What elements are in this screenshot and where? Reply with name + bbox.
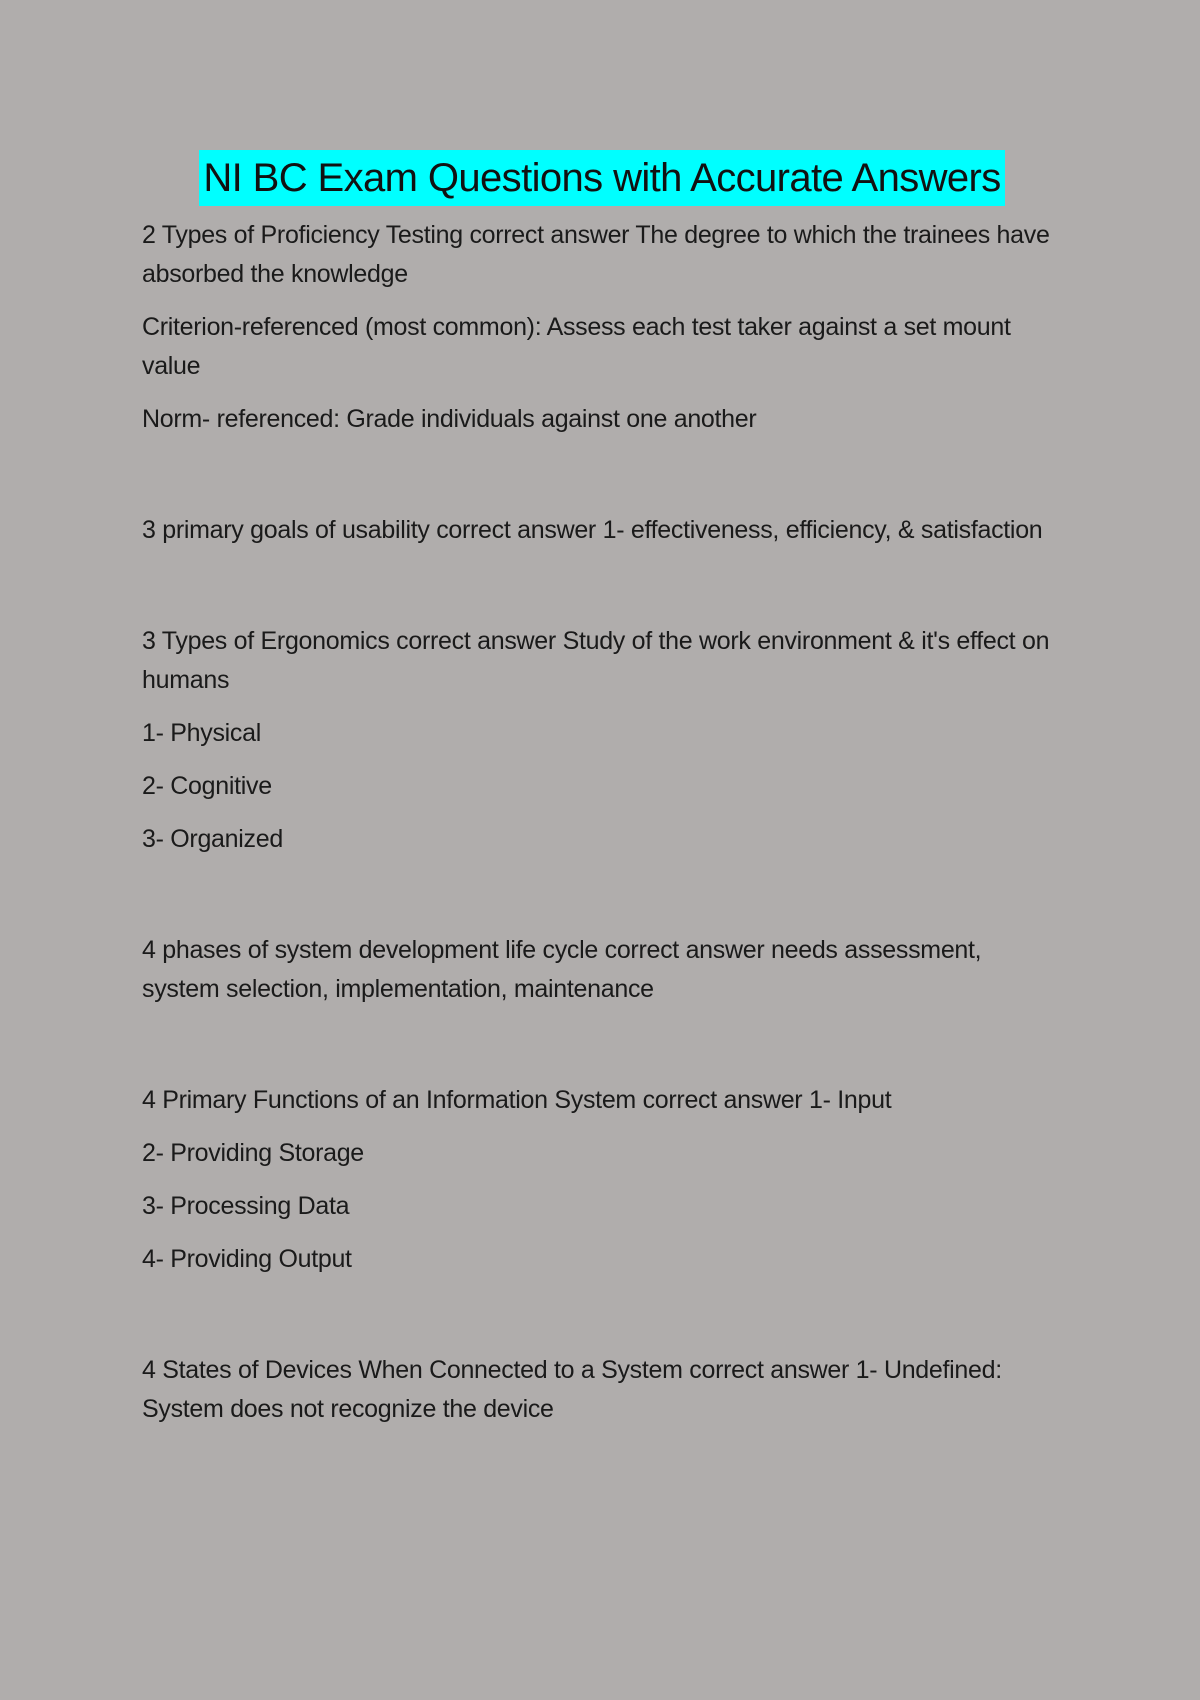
paragraph: 3 Types of Ergonomics correct answer Study of the work environment & it's effect on humans [142,627,1050,694]
paragraph: Norm- referenced: Grade individuals against one another [142,405,757,433]
paragraph: 1- Physical [142,719,261,747]
section-spacer [142,564,1062,622]
section-spacer [142,873,1062,931]
qa-section-information-system-functions [142,1081,1062,1279]
section-spacer [142,1293,1062,1351]
section-spacer [142,1023,1062,1081]
qa-section-proficiency-testing [142,216,1062,439]
paragraph: 4 phases of system development life cycle correct answer needs assessment, system selection, implementation, maintenance [142,936,982,1003]
paragraph: 3- Organized [142,825,283,853]
qa-section-usability-goals [142,511,1062,550]
qa-section-device-states [142,1351,1062,1429]
document-title: NI BC Exam Questions with Accurate Answers [199,150,1004,206]
document-page [142,150,1062,1443]
paragraph: 4 Primary Functions of an Information System correct answer 1- Input [142,1086,892,1114]
paragraph: 3- Processing Data [142,1192,350,1220]
paragraph: 2 Types of Proficiency Testing correct answer The degree to which the trainees have absorbed the knowledge [142,221,1050,288]
qa-section-ergonomics [142,622,1062,859]
paragraph: 2- Cognitive [142,772,272,800]
qa-section-sdlc-phases [142,931,1062,1009]
section-spacer [142,453,1062,511]
paragraph: Criterion-referenced (most common): Assess each test taker against a set mount value [142,313,1011,380]
paragraph: 2- Providing Storage [142,1139,364,1167]
paragraph: 4 States of Devices When Connected to a System correct answer 1- Undefined: System does not recognize the device [142,1356,1002,1423]
paragraph: 3 primary goals of usability correct answer 1- effectiveness, efficiency, & satisfaction [142,516,1043,544]
paragraph: 4- Providing Output [142,1245,352,1273]
title-container [142,150,1062,206]
